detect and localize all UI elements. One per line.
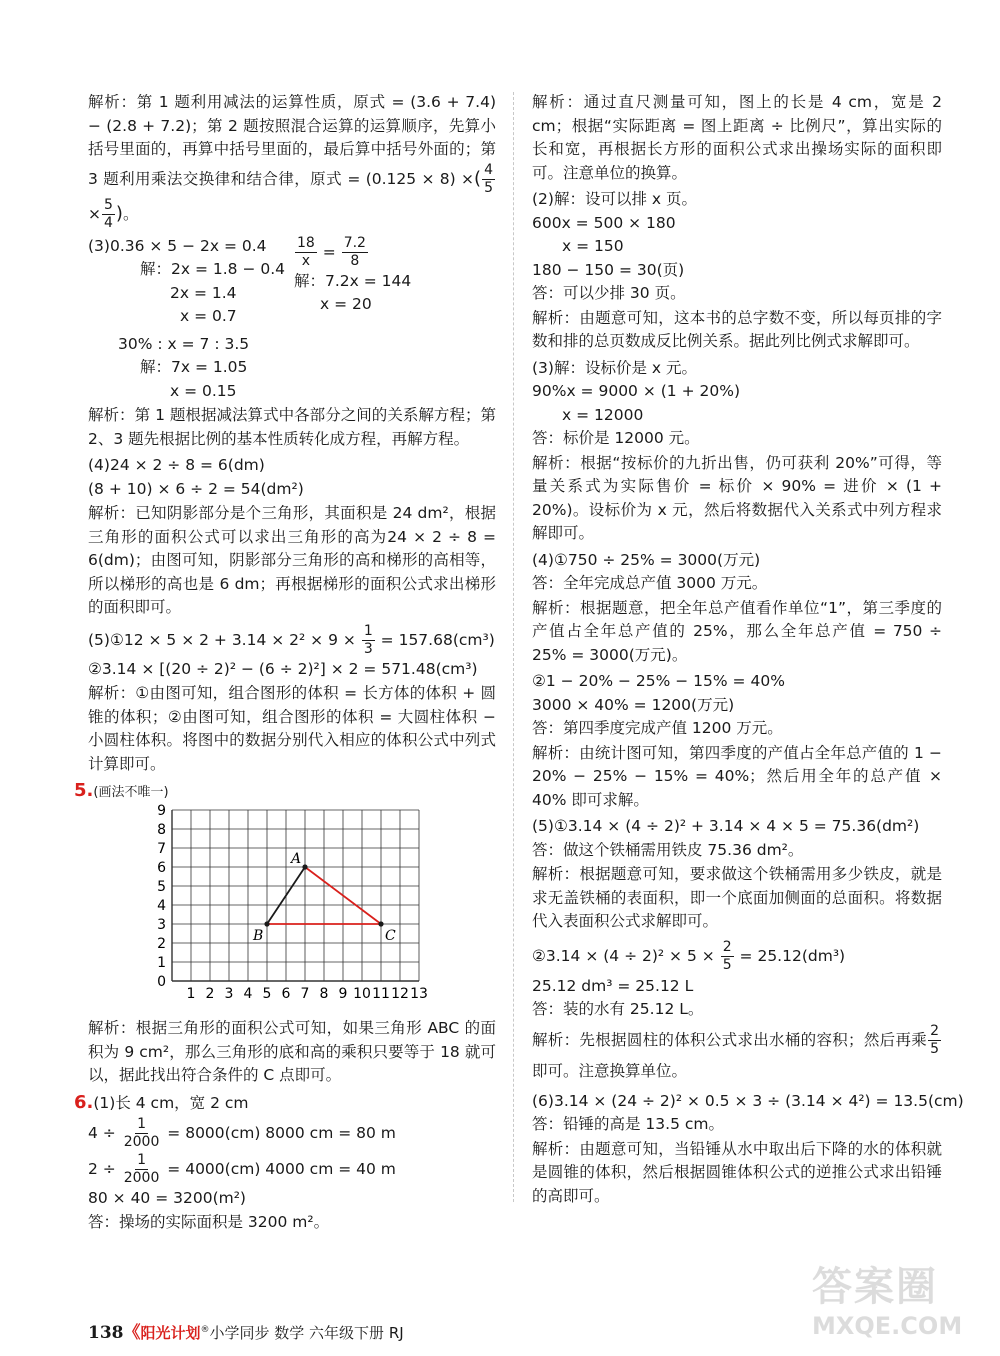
point-B (264, 921, 269, 926)
q5-heading: 5.(画法不唯一) (74, 780, 169, 801)
analysis-q6-5a: 解析：根据题意可知，要求做这个铁桶需用多少铁皮，就是求无盖铁桶的表面积，即一个底面加侧面的总面积。将数据代入表面积公式求解即可。 (532, 865, 942, 930)
point-label: A (291, 850, 302, 867)
x-tick-label: 4 (243, 985, 253, 1002)
page-footer: 138《阳光计划®小学同步 数学 六年级下册 RJ (88, 1323, 404, 1343)
x-tick-label: 10 (353, 985, 371, 1002)
q6-heading: 6.(1)长 4 cm，宽 2 cm (74, 1091, 249, 1113)
y-tick-label: 2 (157, 935, 166, 952)
equation-block-3: (3)0.36 × 5 − 2x = 0.4 解：2x = 1.8 − 0.4 2x = 1.4 x = 0.7 $\frac{18}{x}$ = $\frac{7.2}{8}$ 解：7.2x = 144 x = 20 (88, 234, 412, 325)
book-info: 小学同步 数学 六年级下册 RJ (209, 1324, 404, 1342)
analysis-grid: 解析：根据三角形的面积公式可知，如果三角形 ABC 的面积为 9 cm²，那么三角形的底和高的乘积只要等于 18 就可以，据此找出符合条件的 C 点即可。 (88, 1019, 496, 1084)
brand-name: 阳光计划 (140, 1324, 201, 1342)
analysis-q6-6: 解析：由题意可知，当铅锤从水中取出后下降的水的体积就是圆锥的体积，然后根据圆锥体积公式的逆推公式求出铅锤的高即可。 (532, 1139, 942, 1205)
y-tick-label: 6 (157, 859, 166, 876)
analysis-q6-3: 解析：根据“按标价的九折出售，仍可获利 20%”可得，等量关系式为实际售价 = 标价 × 90% = 进价 × (1 + 20%)。设标价为 x 元，然后将数据代入关系式中列方程求解即可。 (532, 453, 942, 542)
point-label: C (385, 927, 396, 944)
right-column: 解析：通过直尺测量可知，图上的长是 4 cm，宽是 2 cm；根据“实际距离 = 图上距离 ÷ 比例尺”，算出实际的长和宽，再根据长方形的面积公式求出操场实际的面积即可。注意单位的换算。 (2)解：设可以排 x 页。 600x = 500 × 180 x = 150 180 − 150 = 30(页) 答：可以少排 30 页。 解析：由题意可知，这本书的总字数不变，所以每页排的字数和排的总页数成反比例关系。据此列比例式求解即可。 (3)解：设标价是 x 元。 90%x = 9000 × (1 + 20%) x = 12000 答：标价是 12000 元。 解析：根据“按标价的九折出售，仍可获利 20%”可得，等量关系式为实际售价 = 标价 × 90% = 进价 × (1 + 20%)。设标价为 x 元，然后将数据代入关系式中列方程求解即可。 (4)①750 ÷ 25% = 3000(万元) 答：全年完成总产值 3000 万元。 解析：根据题意，把全年总产值看作单位“1”，第三季度的产值占全年总产值的 25%，那么全年总产值 = 750 ÷ 25% = 3000(万元)。 ②1 − 20% − 25% − 15% = 40% 3000 × 40% = 1200(万元) 答：第四季度完成产值 1200 万元。 解析：由统计图可知，第四季度的产值占全年总产值的 1 − 20% − 25% − 15% = 40%；然后用全年的总产值 × 40% 即可求解。 (5)①3.14 × (4 ÷ 2)² + 3.14 × 4 × 5 = 75.36(dm²) 答：做这个铁桶需用铁皮 75.36 dm²。 解析：根据题意可知，要求做这个铁桶需用多少铁皮，就是求无盖铁桶的表面积，即一个底面加侧面的总面积。将数据代入表面积公式求解即可。 ②3.14 × (4 ÷ 2)² × 5 × $\frac{2}{5}$ = 25.12(dm³) 25.12 dm³ = 25.12 L 答：装的水有 25.12 L。 解析：先根据圆柱的体积公式求出水桶的容积；然后再乘 $\frac{2}{5}$ 即可。注意换算单位。 (6)3.14 × (24 ÷ 2)² × 0.5 × 3 ÷ (3.14 × 4²) = 13.5(cm) 答：铅锤的高是 13.5 cm。 解析：由题意可知，当铅锤从水中取出后下降的水的体积就是圆锥的体积，然后根据圆锥体积公式的逆推公式求出铅锤的高即可。 (532, 90, 942, 1211)
point-label: B (253, 927, 264, 944)
analysis-q1: 解析：第 1 题利用减法的运算性质，原式 = (3.6 + 7.4) − (2.8 + 7.2)；第 2 题按照混合运算的运算顺序，先算小括号里面的，再算中括号里面的，最后算中括号外面的；第 3 题利用乘法交换律和结合律，原式 = (0.125 × 8) ×( $\frac{4}{5}$ × $\frac{5}{4}$ )。 (88, 93, 496, 231)
x-tick-label: 12 (391, 985, 409, 1002)
column-divider (513, 92, 514, 1202)
x-tick-label: 9 (338, 985, 348, 1002)
y-tick-label: 7 (157, 840, 166, 857)
x-tick-label: 1 (186, 985, 196, 1002)
point-A (302, 864, 307, 869)
y-tick-label: 3 (157, 916, 166, 933)
analysis-q6-4b: 解析：由统计图可知，第四季度的产值占全年总产值的 1 − 20% − 25% − 15% = 40%；然后用全年的总产值 × 40% 即可求解。 (532, 743, 942, 809)
page-number: 138 (88, 1323, 124, 1343)
y-tick-label: 0 (157, 973, 166, 990)
analysis-q4: 解析：已知阴影部分是个三角形，其面积是 24 dm²，根据三角形的面积公式可以求出三角形的高为24 × 2 ÷ 8 = 6(dm)；由图可知，阴影部分三角形的高和梯形的高相等，所以梯形的高也是 6 dm；再根据梯形的面积公式求出梯形的面积即可。 (88, 504, 496, 616)
x-tick-label: 2 (205, 985, 215, 1002)
y-tick-label: 4 (157, 897, 166, 914)
x-tick-label: 13 (410, 985, 428, 1002)
y-tick-label: 8 (157, 821, 166, 838)
x-tick-label: 7 (300, 985, 310, 1002)
q5-line1: (5)①12 × 5 × 2 + 3.14 × 2² × 9 × $\frac{1}{3}$ = 157.68(cm³) (88, 622, 495, 657)
analysis-q6-4a: 解析：根据题意，把全年总产值看作单位“1”，第三季度的产值占全年总产值的 25%，那么全年总产值 = 750 ÷ 25% = 3000(万元)。 (532, 598, 942, 664)
y-tick-label: 1 (157, 954, 166, 971)
x-tick-label: 3 (224, 985, 234, 1002)
analysis-q6-1: 解析：通过直尺测量可知，图上的长是 4 cm，宽是 2 cm；根据“实际距离 = 图上距离 ÷ 比例尺”，算出实际的长和宽，再根据长方形的面积公式求出操场实际的面积即可。注意单位的换算。 (532, 93, 942, 182)
x-tick-label: 6 (281, 985, 291, 1002)
analysis-q6-5b: 解析：先根据圆柱的体积公式求出水桶的容积；然后再乘 $\frac{2}{5}$ 即可。注意换算单位。 (532, 1022, 939, 1080)
point-C (378, 921, 383, 926)
analysis-q3: 解析：第 1 题根据减法算式中各部分之间的关系解方程；第 2、3 题先根据比例的基本性质转化成方程，再解方程。 (88, 406, 496, 448)
fraction: $\frac{5}{4}$ (104, 196, 113, 231)
fraction: $\frac{4}{5}$ (484, 161, 493, 196)
watermark-logo: 答案圈 MXQE.COM (812, 1264, 963, 1340)
x-tick-label: 8 (319, 985, 329, 1002)
left-column: 解析：第 1 题利用减法的运算性质，原式 = (3.6 + 7.4) − (2.8 + 7.2)；第 2 题按照混合运算的运算顺序，先算小括号里面的，再算中括号里面的，最后算中括号外面的；第 3 题利用乘法交换律和结合律，原式 = (0.125 × 8) ×( $\frac{4}{5}$ × $\frac{5}{4}$ )。 (3)0.36 × 5 − 2x = 0.4 解：2x = 1.8 − 0.4 2x = 1.4 x = 0.7 $\frac{18}{x}$ = $\frac{7.2}{8}$ 解：7.2x = 144 x = 20 30% : x = 7 : 3.5 解：7x = 1.05 x = 0.15 解析：第 1 题根据减法算式中各部分之间的关系解方程；第 2、3 题先根据比例的基本性质转化成方程，再解方程。 (4)24 × 2 ÷ 8 = 6(dm) (8 + 10) × 6 ÷ 2 = 54(dm²) 解析：已知阴影部分是个三角形，其面积是 24 dm²，根据三角形的面积公式可以求出三角形的高为24 × 2 ÷ 8 = 6(dm)；由图可知，阴影部分三角形的高和梯形的高相等，所以梯形的高也是 6 dm；再根据梯形的面积公式求出梯形的面积即可。 (5)①12 × 5 × 2 + 3.14 × 2² × 9 × $\frac{1}{3}$ = 157.68(cm³) ②3.14 × [(20 ÷ 2)² − (6 ÷ 2)²] × 2 = 571.48(cm³) 解析：①由图可知，组合图形的体积 = 长方体的体积 + 圆锥的体积；②由图可知，组合图形的体积 = 大圆柱体积 − 小圆柱体积。将图中的数据分别代入相应的体积公式中列式计算即可。 5.(画法不唯一) 0 1 2 3 4 5 6 7 8 9 1 2 3 4 5 6 7 8 9 10 11 12 13 A B C 解析：根据三角形的面积公式可知，如果三角形 ABC 的面积为 9 cm²，那么三角形的底和高的乘积只要等于 18 就可以，据此找出符合条件的 C 点即可。 6.(1)长 4 cm，宽 2 cm 4 ÷ $\frac{1}{2000}$ = 8000(cm) 8000 cm = 80 m 2 ÷ $\frac{1}{2000}$ = 4000(cm) 4000 cm = 40 m 80 × 40 = 3200(m²) 答：操场的实际面积是 3200 m²。 (74, 93, 496, 1231)
coordinate-grid (132, 802, 428, 1009)
proportion: $\frac{18}{x}$ = $\frac{7.2}{8}$ (297, 234, 366, 269)
analysis-q6-2: 解析：由题意可知，这本书的总字数不变，所以每页排的字数和排的总页数成反比例关系。据此列比例式求解即可。 (532, 308, 942, 350)
x-tick-label: 5 (262, 985, 272, 1002)
y-tick-label: 9 (157, 802, 166, 819)
x-tick-label: 11 (372, 985, 390, 1002)
analysis-q5: 解析：①由图可知，组合图形的体积 = 长方体的体积 + 圆锥的体积；②由图可知，组合图形的体积 = 大圆柱体积 − 小圆柱体积。将图中的数据分别代入相应的体积公式中列式计算即可。 (88, 684, 496, 773)
y-tick-label: 5 (157, 878, 166, 895)
chevron-icon: 《 (123, 1323, 141, 1343)
